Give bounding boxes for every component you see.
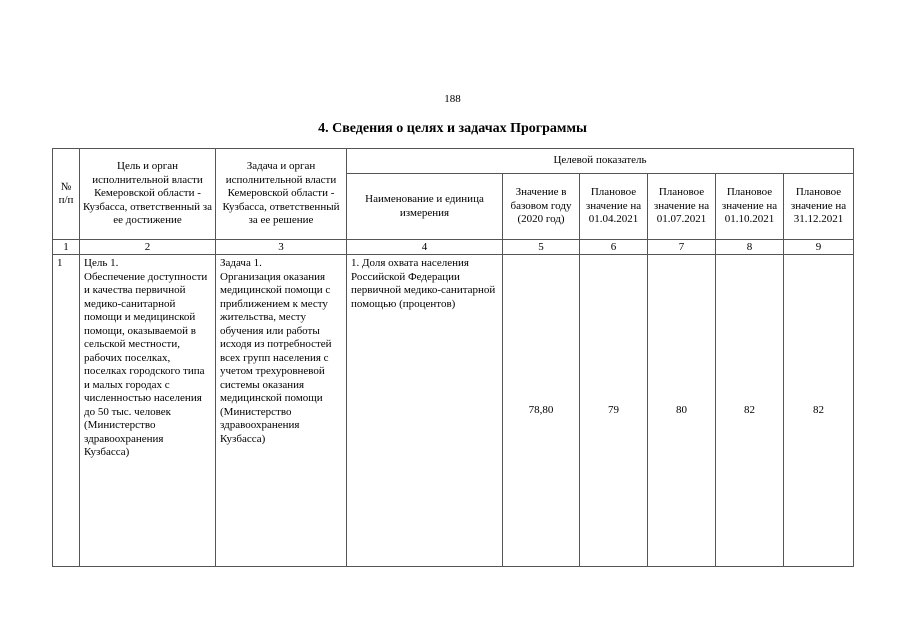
header-base-value: Значение в базовом году (2020 год): [503, 174, 580, 240]
header-plan-4: Плановое значение на 31.12.2021: [784, 174, 854, 240]
goals-table: [52, 148, 854, 567]
goal-cell: Цель 1. Обеспечение доступности и качества первичной медико-санитарной помощи и медицинской помощи, оказываемой в сельской местности, рабочих поселках, поселках городского типа и малых городах с численностью населения до 50 тыс. человек (Министерство здравоохранения Кузбасса): [80, 255, 216, 567]
header-plan-2: Плановое значение на 01.07.2021: [648, 174, 716, 240]
column-number: 5: [503, 240, 580, 255]
header-num: № п/п: [53, 149, 80, 240]
header-task: Задача и орган исполнительной власти Кемеровской области - Кузбасса, ответственный за ее решение: [216, 149, 347, 240]
column-number: 8: [716, 240, 784, 255]
column-number: 9: [784, 240, 854, 255]
page-number: 188: [444, 93, 461, 105]
base-value-cell: 78,80: [503, 255, 580, 567]
header-plan-3: Плановое значение на 01.10.2021: [716, 174, 784, 240]
column-number: 7: [648, 240, 716, 255]
header-indicator-group: Целевой показатель: [347, 149, 854, 174]
header-goal: Цель и орган исполнительной власти Кемеровской области - Кузбасса, ответственный за ее достижение: [80, 149, 216, 240]
column-number: 6: [580, 240, 648, 255]
task-cell: Задача 1. Организация оказания медицинской помощи с приближением к месту жительства, месту обучения или работы исходя из потребностей всех групп населения с учетом трехуровневой системы оказания медицинской помощи (Министерство здравоохранения Кузбасса): [216, 255, 347, 567]
table-row: [53, 255, 854, 567]
indicator-cell: 1. Доля охвата населения Российской Федерации первичной медико-санитарной помощью (процентов): [347, 255, 503, 567]
column-number: 3: [216, 240, 347, 255]
header-row-1: [53, 149, 854, 174]
plan-1-cell: 79: [580, 255, 648, 567]
column-number: 2: [80, 240, 216, 255]
row-number: 1: [53, 255, 80, 567]
header-indicator-name: Наименование и единица измерения: [347, 174, 503, 240]
column-number: 4: [347, 240, 503, 255]
plan-4-cell: 82: [784, 255, 854, 567]
plan-3-cell: 82: [716, 255, 784, 567]
page-title: 4. Сведения о целях и задачах Программы: [318, 121, 587, 136]
plan-2-cell: 80: [648, 255, 716, 567]
column-number: 1: [53, 240, 80, 255]
header-plan-1: Плановое значение на 01.04.2021: [580, 174, 648, 240]
column-number-row: [53, 240, 854, 255]
